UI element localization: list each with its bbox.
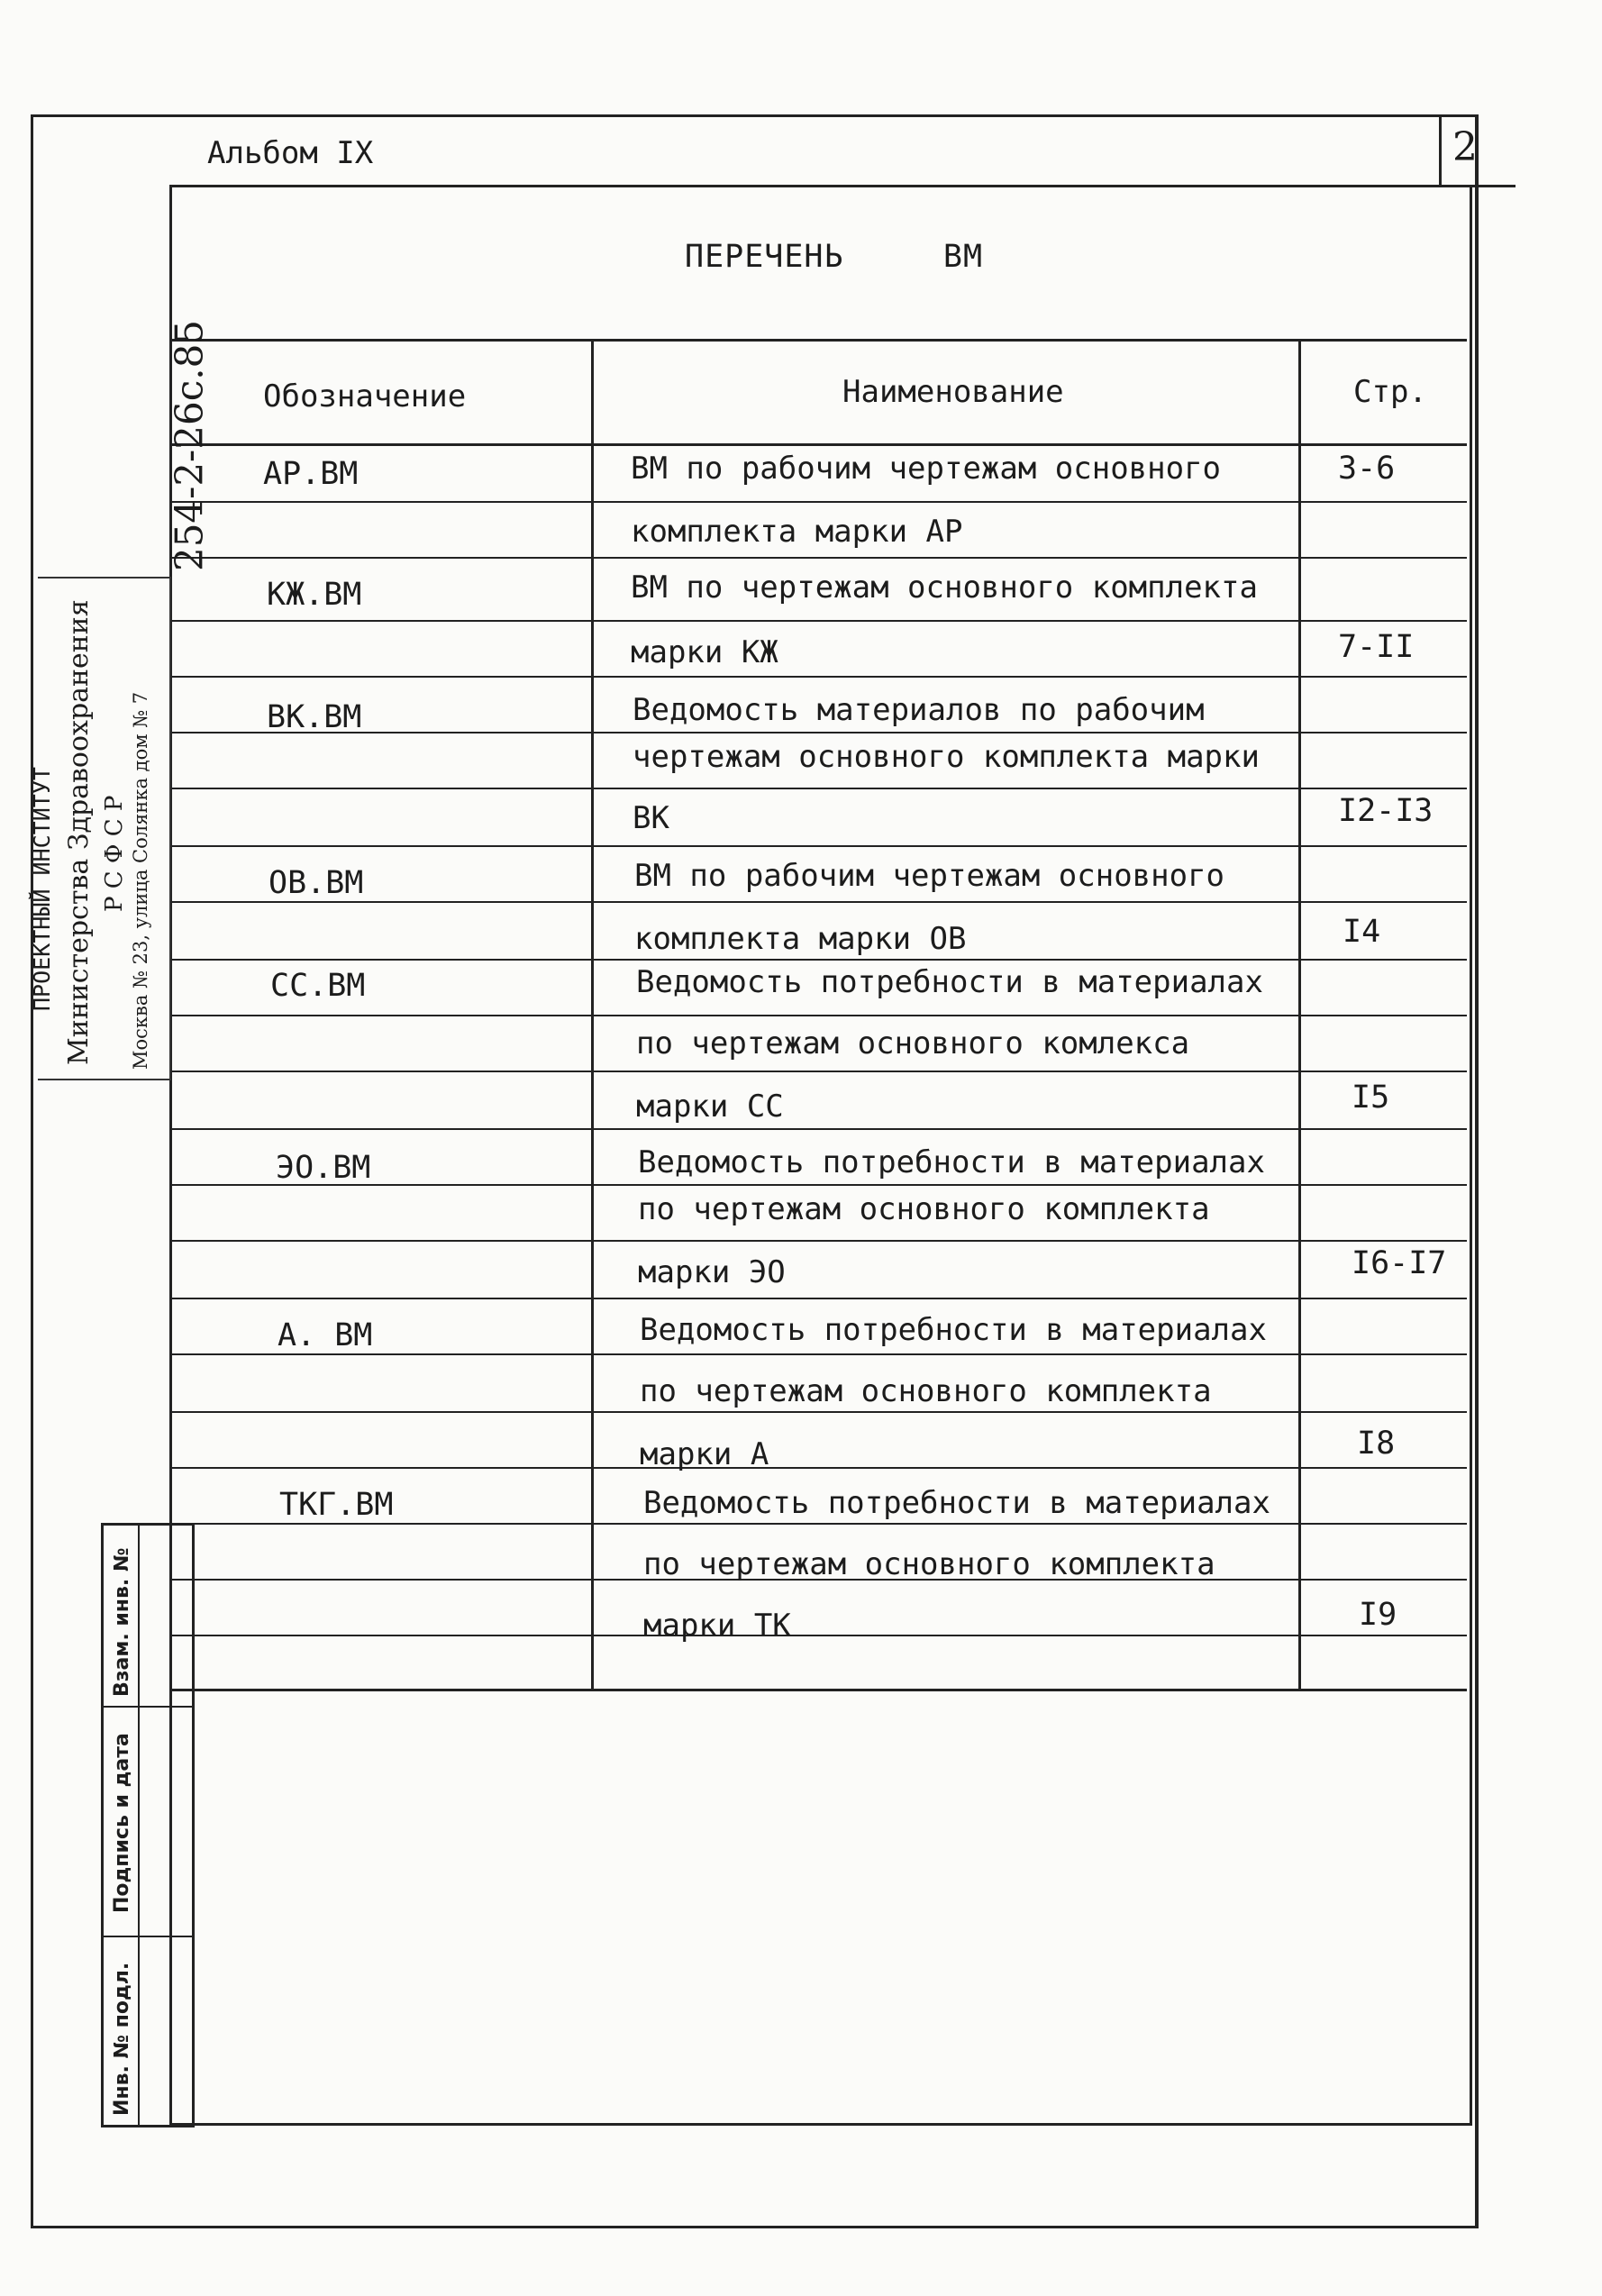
row-code: ТКГ.ВМ	[279, 1487, 394, 1523]
revision-strip	[101, 1523, 195, 2127]
row-name-line: комплекта марки АР	[631, 514, 963, 550]
strip-divider	[104, 1936, 192, 1937]
row-rule	[172, 901, 1467, 903]
column-header-name: Наименование	[842, 374, 1064, 410]
row-name-line: Ведомость потребности в материалах	[638, 1144, 1265, 1180]
row-rule	[172, 1467, 1467, 1469]
row-name-line: ВМ по рабочим чертежам основного	[634, 858, 1225, 894]
table-header-rule	[172, 443, 1467, 446]
row-rule	[172, 732, 1467, 733]
row-code: ВК.ВМ	[267, 699, 362, 735]
row-name-line: по чертежам основного комплекта	[640, 1373, 1212, 1409]
row-name-line: марки ЭО	[638, 1254, 786, 1290]
document-title: ПЕРЕЧЕНЬ ВМ	[685, 239, 984, 275]
row-rule	[172, 1015, 1467, 1016]
row-name-line: ВМ по чертежам основного комплекта	[631, 569, 1258, 606]
row-rule	[172, 1128, 1467, 1130]
strip-label-replacement-inv: Взам. инв. №	[111, 1547, 133, 1697]
row-rule	[172, 676, 1467, 678]
row-rule	[172, 1635, 1467, 1636]
row-pages: 3-6	[1338, 451, 1396, 487]
column-header-designation: Обозначение	[263, 378, 467, 415]
row-code: А. ВМ	[278, 1317, 373, 1353]
row-rule	[172, 620, 1467, 622]
row-rule	[172, 845, 1467, 847]
row-name-line: ВМ по рабочим чертежам основного	[631, 451, 1222, 487]
row-code: СС.ВМ	[270, 968, 366, 1004]
document-number: 254-2-26с.85	[167, 319, 212, 572]
stamp-line: ПРОЕКТНЫЙ ИНСТИТУТ	[29, 767, 55, 1011]
row-pages: I9	[1359, 1597, 1397, 1633]
row-code: ЭО.ВМ	[276, 1150, 371, 1186]
row-rule	[172, 1298, 1467, 1299]
row-name-line: марки А	[640, 1436, 769, 1472]
table-top-rule	[172, 339, 1467, 342]
row-rule	[172, 501, 1467, 503]
row-rule	[172, 1523, 1467, 1525]
organization-stamp	[29, 577, 171, 1080]
row-name-line: Ведомость потребности в материалах	[643, 1485, 1270, 1521]
row-pages: I5	[1352, 1080, 1390, 1116]
column-header-page: Стр.	[1353, 374, 1427, 410]
row-name-line: Ведомость материалов по рабочим	[633, 692, 1205, 728]
row-rule	[172, 557, 1467, 559]
row-name-line: чертежам основного комплекта марки	[633, 739, 1260, 775]
row-code: АР.ВМ	[263, 456, 359, 492]
row-rule	[172, 959, 1467, 961]
row-code: КЖ.ВМ	[267, 577, 362, 613]
strip-label-signature-date: Подпись и дата	[111, 1733, 133, 1913]
row-name-line: марки СС	[636, 1089, 784, 1125]
strip-divider	[104, 1706, 192, 1708]
page-number: 2	[1452, 124, 1478, 170]
row-name-line: Ведомость потребности в материалах	[640, 1312, 1267, 1348]
row-rule	[172, 1411, 1467, 1413]
table-bottom-rule	[172, 1689, 1467, 1691]
row-name-line: марки КЖ	[631, 634, 778, 670]
stamp-line: Р С Ф С Р	[101, 795, 128, 912]
row-pages: I2-I3	[1338, 793, 1434, 829]
row-pages: 7-II	[1338, 629, 1415, 665]
row-pages: I6-I7	[1352, 1245, 1447, 1281]
row-rule	[172, 1071, 1467, 1072]
row-rule	[172, 1240, 1467, 1242]
stamp-line: Москва № 23, улица Солянка дом № 7	[130, 691, 151, 1070]
row-pages: I8	[1357, 1426, 1396, 1462]
row-pages: I4	[1343, 914, 1381, 950]
row-name-line: ВК	[633, 800, 669, 836]
album-label: Альбом IX	[207, 135, 374, 171]
row-rule	[172, 788, 1467, 789]
row-name-line: по чертежам основного комлексa	[636, 1025, 1190, 1061]
row-name-line: комплекта марки ОВ	[634, 921, 967, 957]
stamp-line: Министерства Здравоохранения	[63, 599, 95, 1065]
row-name-line: марки ТК	[643, 1608, 791, 1644]
row-name-line: Ведомость потребности в материалах	[636, 964, 1263, 1000]
row-rule	[172, 1353, 1467, 1355]
row-name-line: по чертежам основного комплекта	[643, 1546, 1215, 1582]
strip-label-original-inv: Инв. № подл.	[111, 1962, 133, 2116]
strip-divider	[138, 1526, 140, 2125]
row-name-line: по чертежам основного комплекта	[638, 1191, 1210, 1227]
row-code: ОВ.ВМ	[269, 865, 364, 901]
